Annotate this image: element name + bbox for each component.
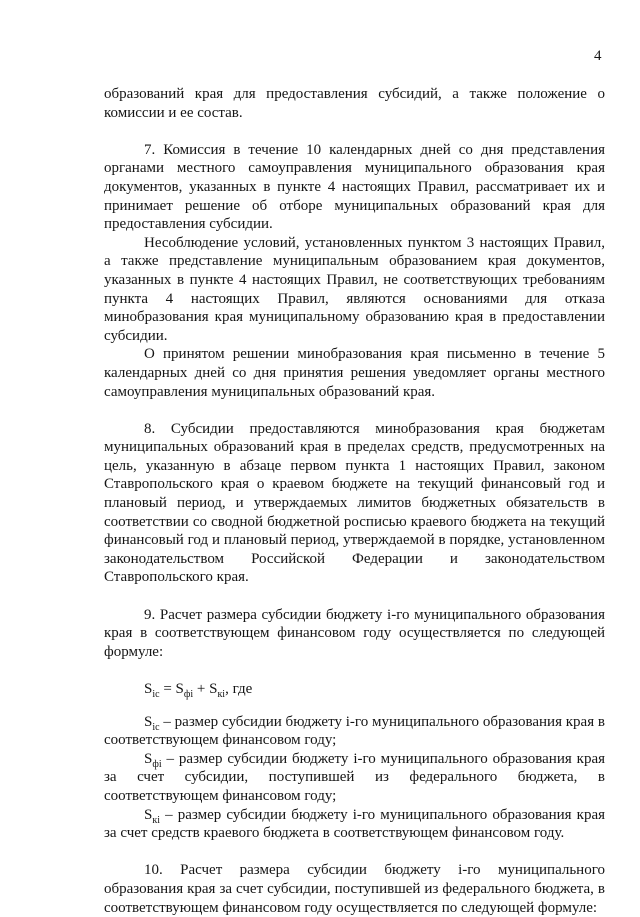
term-definition-federal bbox=[104, 750, 605, 806]
term-text: – размер субсидии бюджету i-го муниципального образования края в соответствующем финансовом году; bbox=[104, 713, 605, 749]
paragraph-7-notification: О принятом решении минобразования края письменно в течение 5 календарных дней со дня принятия решения уведомляет органы местного самоуправления муниципальных образований края. bbox=[104, 346, 605, 400]
formula-term-federal-subscript: фi bbox=[183, 689, 194, 700]
paragraph-7: 7. Комиссия в течение 10 календарных дней со дня представления органами местного самоуправления муниципального образования края документов, указанных в пункте 4 настоящих Правил, рассматривает их и принимает решение об отборе муниципальных образований края для предоставления субсидии. bbox=[104, 141, 605, 233]
document-body bbox=[104, 85, 605, 917]
formula-term-regional: S bbox=[209, 681, 218, 697]
term-text: – размер субсидии бюджету i-го муниципального образования края за счет субсидии, поступившей из федерального бюджета, в соответствующем финансовом году; bbox=[104, 750, 605, 804]
term-symbol-subscript: кi bbox=[152, 814, 160, 826]
paragraph-10: 10. Расчет размера субсидии бюджету i-го муниципального образования края за счет субсидии, поступившей из федерального бюджета, в соответствующем финансовом году осуществляется по следующей формуле: bbox=[104, 862, 605, 916]
formula-lhs-subscript: ic bbox=[152, 689, 160, 700]
page-number: 4 bbox=[594, 48, 602, 64]
term-definition-regional bbox=[104, 806, 605, 843]
term-symbol: S bbox=[144, 806, 153, 823]
paragraph-continuation: образований края для предоставления субсидий, а также положение о комиссии и ее состав. bbox=[104, 86, 605, 121]
term-text: – размер субсидии бюджету i-го муниципального образования края за счет средств краевого бюджета в соответствующем финансовом году. bbox=[104, 806, 605, 842]
formula-term-federal: S bbox=[175, 681, 184, 697]
term-symbol: S bbox=[144, 750, 153, 767]
paragraph-8: 8. Субсидии предоставляются минобразования края бюджетам муниципальных образований края в пределах средств, предусмотренных на цель, указанную в абзаце первом пункта 1 настоящих Правил, законом Ставропольского края о краевом бюджете на текущий финансовый год и плановый период, и утверждаемых лимитов бюджетных обязательств в соответствии со сводной бюджетной росписью краевого бюджета на текущий финансовый год и плановый период, утверждаемой в порядке, установленном законодательством Российской Федерации и законодательством Ставропольского края. bbox=[104, 420, 605, 586]
formula-where: , где bbox=[225, 681, 253, 697]
term-symbol-subscript: фi bbox=[152, 758, 162, 770]
term-symbol-subscript: ic bbox=[152, 721, 160, 733]
formula-term-regional-subscript: кi bbox=[217, 689, 226, 700]
term-definition-total bbox=[104, 713, 605, 750]
paragraph-9: 9. Расчет размера субсидии бюджету i-го муниципального образования края в соответствующем финансовом году осуществляется по следующей формуле: bbox=[104, 606, 605, 660]
term-symbol: S bbox=[144, 713, 153, 730]
formula-plus: + bbox=[193, 681, 210, 697]
formula-lhs: S bbox=[144, 681, 153, 697]
paragraph-7-noncompliance: Несоблюдение условий, установленных пунктом 3 настоящих Правил, а также представление муниципальным образованием края документов, указанных в пункте 4 настоящих Правил, не соответствующих требованиям пункта 4 настоящих Правил, являются основаниями для отказа минобразования края муниципальному образованию края в предоставлении субсидии. bbox=[104, 234, 605, 344]
formula-equals: = bbox=[159, 681, 176, 697]
formula-subsidy-total bbox=[104, 680, 605, 699]
